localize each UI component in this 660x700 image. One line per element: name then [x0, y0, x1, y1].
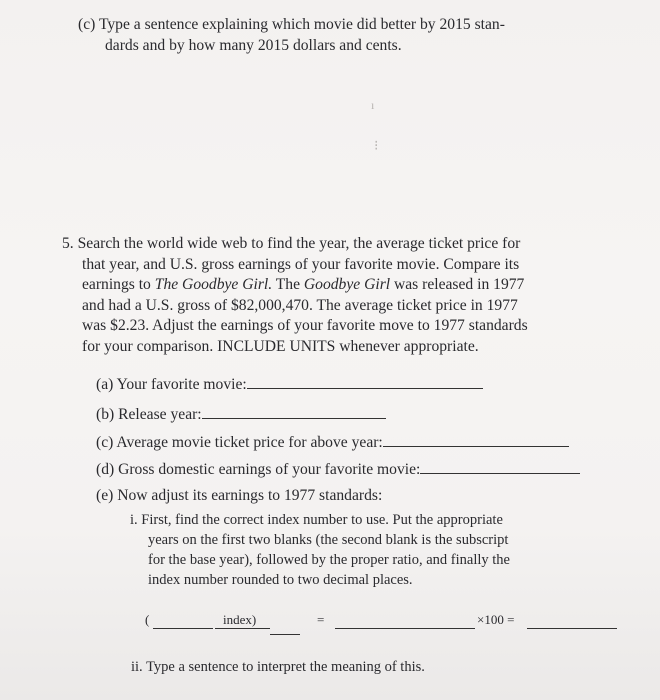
problem-5 — [62, 234, 528, 357]
item-c: (c) Average movie ticket price for above year: — [96, 432, 569, 454]
blank-release-year[interactable] — [202, 404, 386, 419]
pencil-mark: ⁝ — [374, 139, 379, 154]
sub-item-i-line-3: for the base year), followed by the proper ratio, and finally the — [148, 552, 510, 568]
blank-year[interactable] — [153, 628, 213, 629]
sub-item-i — [130, 510, 510, 590]
pencil-mark: ı — [371, 98, 375, 112]
sub-item-i-line-4: index number rounded to two decimal places. — [148, 572, 413, 588]
formula-open-paren: ( — [145, 612, 150, 627]
blank-ratio[interactable] — [335, 628, 475, 629]
index-formula — [145, 612, 625, 642]
problem-5-line-4: and had a U.S. gross of $82,000,470. The average ticket price in 1977 — [82, 296, 518, 314]
problem-5-number: 5. — [62, 235, 74, 252]
blank-base-year-subscript[interactable] — [270, 634, 300, 635]
sub-item-i-line-2: years on the first two blanks (the second blank is the subscript — [148, 532, 509, 548]
formula-index-underline — [215, 628, 270, 629]
problem-5-line-1: Search the world wide web to find the year, the average ticket price for — [77, 235, 521, 252]
sub-item-ii-text: Type a sentence to interpret the meaning of this. — [146, 659, 425, 675]
item-b: (b) Release year: — [96, 404, 386, 426]
formula-equals: = — [317, 612, 325, 627]
part-c-label: (c) — [78, 16, 96, 33]
part-c — [78, 15, 505, 56]
formula-times-100: ×100 = — [477, 612, 515, 627]
problem-5-line-6: for your comparison. INCLUDE UNITS whenever appropriate. — [82, 337, 479, 355]
part-c-line-1: Type a sentence explaining which movie did better by 2015 stan- — [98, 16, 505, 33]
blank-index-number[interactable] — [527, 628, 617, 629]
blank-favorite-movie[interactable] — [247, 374, 483, 389]
item-d: (d) Gross domestic earnings of your favorite movie: — [96, 459, 580, 481]
sub-item-i-label: i. — [130, 512, 138, 528]
problem-5-line-2: that year, and U.S. gross earnings of your favorite movie. Compare its — [82, 255, 520, 273]
blank-gross-earnings[interactable] — [420, 459, 580, 474]
sub-item-ii — [131, 657, 425, 677]
formula-index-label: index) — [223, 612, 257, 627]
blank-ticket-price[interactable] — [383, 432, 569, 447]
sub-item-i-line-1: First, find the correct index number to use. Put the appropriate — [141, 512, 503, 528]
item-a: (a) Your favorite movie: — [96, 374, 483, 396]
sub-item-ii-label: ii. — [131, 659, 143, 675]
problem-5-line-3: earnings to The Goodbye Girl. The Goodbye Girl was released in 1977 — [82, 276, 525, 293]
problem-5-line-5: was $2.23. Adjust the earnings of your favorite move to 1977 standards — [82, 317, 528, 334]
item-e: (e) Now adjust its earnings to 1977 standards: — [96, 487, 383, 504]
part-c-line-2: dards and by how many 2015 dollars and cents. — [105, 36, 402, 54]
